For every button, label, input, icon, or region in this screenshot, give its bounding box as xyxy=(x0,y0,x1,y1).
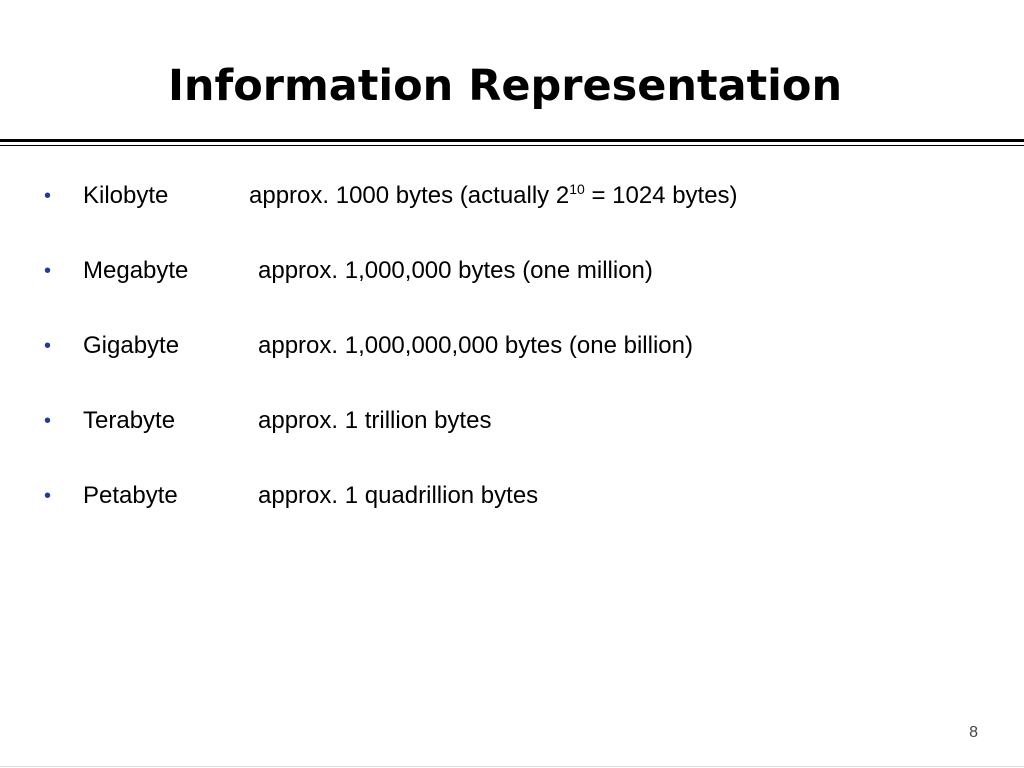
bullet-dot-icon: • xyxy=(44,335,52,357)
bullet-dot-icon: • xyxy=(44,485,52,507)
term-label: Megabyte xyxy=(83,257,189,284)
term-label: Kilobyte xyxy=(83,182,169,209)
slide-title: Information Representation xyxy=(167,61,843,111)
exponent: 10 xyxy=(569,181,585,197)
list-item xyxy=(0,251,1000,326)
page-number: 8 xyxy=(969,724,978,741)
title-divider-thick xyxy=(0,139,1024,142)
term-description: approx. 1 trillion bytes xyxy=(258,407,492,434)
term-description: approx. 1,000,000,000 bytes (one billion) xyxy=(258,332,693,359)
bullet-list xyxy=(0,176,1000,551)
list-item xyxy=(0,401,1000,476)
title-divider-thin xyxy=(0,145,1024,146)
term-label: Terabyte xyxy=(83,407,176,434)
term-description: approx. 1 quadrillion bytes xyxy=(258,482,539,509)
bullet-dot-icon: • xyxy=(44,260,52,282)
footer-divider xyxy=(0,766,1024,767)
term-label: Gigabyte xyxy=(83,332,180,359)
list-item xyxy=(0,326,1000,401)
bullet-dot-icon: • xyxy=(44,410,52,432)
list-item xyxy=(0,176,1000,251)
bullet-dot-icon: • xyxy=(44,185,52,207)
description-text: approx. 1000 bytes (actually 2 xyxy=(249,182,570,209)
term-label: Petabyte xyxy=(83,482,178,509)
term-description xyxy=(249,176,738,216)
term-description: approx. 1,000,000 bytes (one million) xyxy=(258,257,653,284)
description-text-suffix: = 1024 bytes) xyxy=(584,182,738,209)
list-item xyxy=(0,476,1000,551)
